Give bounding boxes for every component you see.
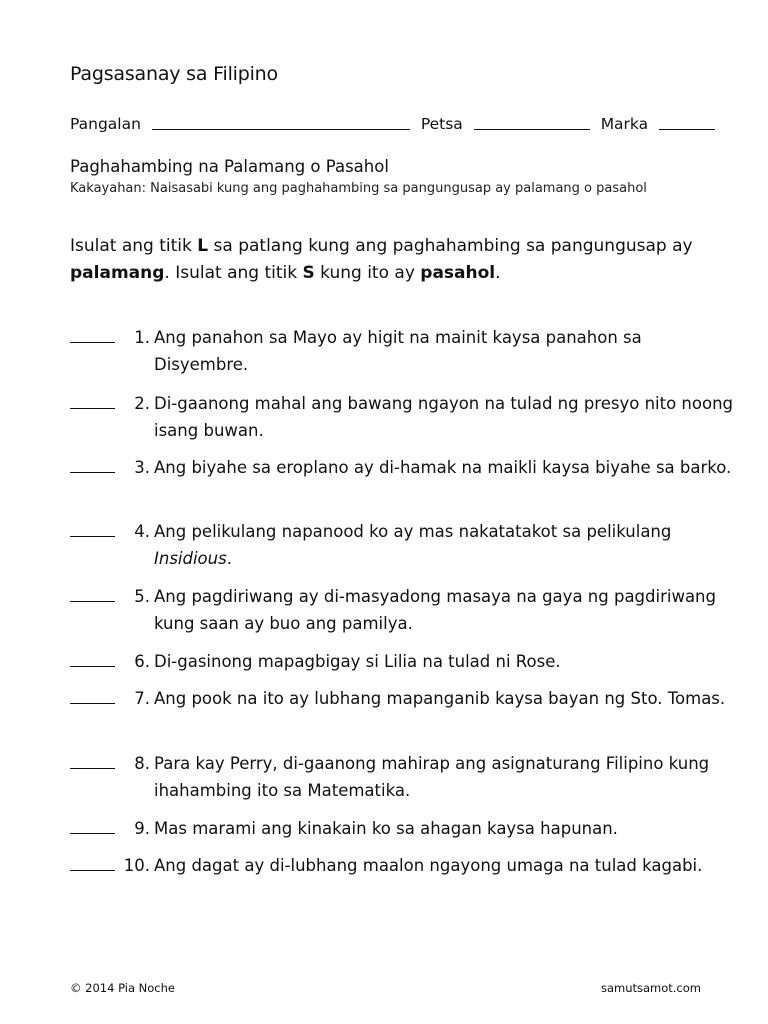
item-number: 5.	[134, 587, 150, 606]
letter-l: L	[197, 236, 209, 256]
instructions	[70, 233, 740, 287]
term-palamang: palamang	[70, 263, 165, 283]
movie-title: Insidious	[154, 549, 227, 568]
instructions-text: sa patlang kung ang paghahambing sa pangungusap ay	[208, 236, 693, 256]
item-text: Ang pook na ito ay lubhang mapanganib kaysa bayan ng Sto. Tomas.	[154, 689, 726, 708]
answer-blank[interactable]	[70, 666, 115, 667]
footer-copyright: © 2014 Pia Noche	[70, 981, 175, 995]
item-number: 7.	[134, 689, 150, 708]
item-text: Para kay Perry, di-gaanong mahirap ang asignaturang Filipino kung ihahambing ito sa Matematika.	[154, 754, 710, 800]
answer-blank[interactable]	[70, 342, 115, 343]
item-text: Di-gasinong mapagbigay si Lilia na tulad ni Rose.	[154, 652, 561, 671]
item-number: 6.	[134, 652, 150, 671]
answer-blank[interactable]	[70, 768, 115, 769]
item-number: 4.	[134, 522, 150, 541]
answer-blank[interactable]	[70, 601, 115, 602]
instructions-text: . Isulat ang titik	[164, 263, 303, 283]
instructions-text: Isulat ang titik	[70, 236, 198, 256]
item-text-part: Ang pelikulang napanood ko ay mas nakatatakot sa pelikulang	[154, 522, 672, 541]
item-text	[154, 518, 734, 572]
item-number: 3.	[134, 458, 150, 477]
item-text-part: .	[226, 549, 232, 568]
item-text: Ang pagdiriwang ay di-masyadong masaya na gaya ng pagdiriwang kung saan ay buo ang pamilya.	[154, 587, 716, 633]
instructions-text: kung ito ay	[314, 263, 421, 283]
answer-blank[interactable]	[70, 472, 115, 473]
grade-label: Marka	[600, 115, 649, 133]
footer-site[interactable]: samutsamot.com	[600, 981, 701, 995]
item-text: Di-gaanong mahal ang bawang ngayon na tulad ng presyo nito noong isang buwan.	[154, 394, 734, 440]
instructions-text: .	[495, 263, 501, 283]
item-text: Ang dagat ay di-lubhang maalon ngayong umaga na tulad kagabi.	[154, 856, 703, 875]
answer-blank[interactable]	[70, 408, 115, 409]
item-number: 1.	[134, 328, 150, 347]
lesson-subtitle: Paghahambing na Palamang o Pasahol	[70, 157, 389, 176]
term-pasahol: pasahol	[420, 263, 496, 283]
date-blank[interactable]	[474, 114, 590, 130]
page-title: Pagsasanay sa Filipino	[70, 63, 278, 85]
lesson-skill: Kakayahan: Naisasabi kung ang paghahambing sa pangungusap ay palamang o pasahol	[70, 181, 647, 196]
date-label: Petsa	[420, 115, 463, 133]
answer-blank[interactable]	[70, 870, 115, 871]
name-blank[interactable]	[152, 114, 410, 130]
answer-blank[interactable]	[70, 536, 115, 537]
grade-blank[interactable]	[659, 114, 715, 130]
item-number: 2.	[134, 394, 150, 413]
item-text: Mas marami ang kinakain ko sa ahagan kaysa hapunan.	[154, 819, 618, 838]
name-label: Pangalan	[70, 115, 141, 133]
item-number: 8.	[134, 754, 150, 773]
item-number: 9.	[134, 819, 150, 838]
letter-s: S	[302, 263, 315, 283]
item-text: Ang biyahe sa eroplano ay di-hamak na maikli kaysa biyahe sa barko.	[154, 458, 732, 477]
answer-blank[interactable]	[70, 703, 115, 704]
answer-blank[interactable]	[70, 833, 115, 834]
item-text: Ang panahon sa Mayo ay higit na mainit kaysa panahon sa Disyembre.	[154, 328, 642, 374]
student-info-fields	[70, 114, 720, 133]
item-number: 10.	[123, 856, 150, 875]
